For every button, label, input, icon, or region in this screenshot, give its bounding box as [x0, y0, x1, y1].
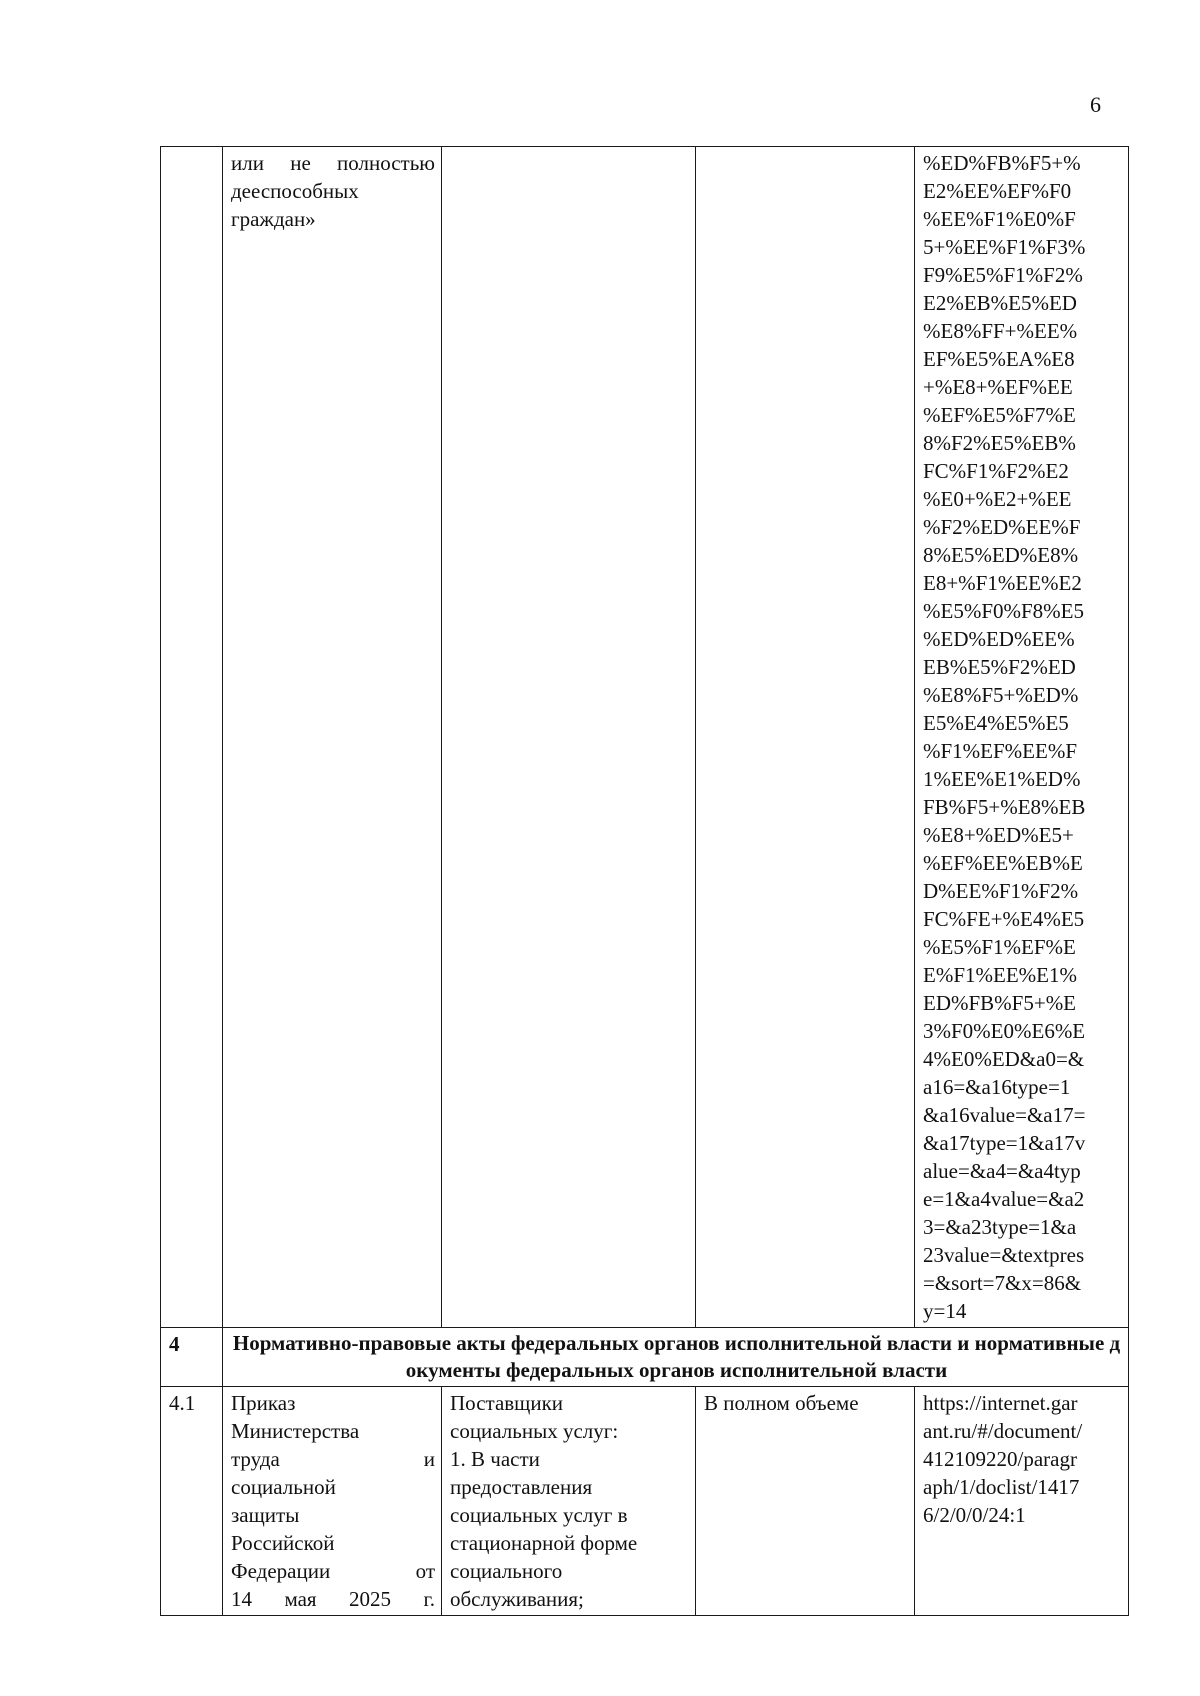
url-line: %E8%F5+%ED% [923, 683, 1079, 707]
url-line: +%E8+%EF%EE [923, 375, 1073, 399]
url-line: %E8+%ED%E5+ [923, 823, 1074, 847]
url-line: F9%E5%F1%F2% [923, 263, 1083, 287]
section-title: Нормативно-правовые акты федеральных органов исполнительной власти и нормативные документы федеральных органов исполнительной власти [223, 1328, 1129, 1387]
url-line: D%EE%F1%F2% [923, 879, 1079, 903]
url-line: %EF%E5%F7%E [923, 403, 1076, 427]
subjects-line: 1. В части [450, 1447, 540, 1471]
url-line: E5%E4%E5%E5 [923, 711, 1069, 735]
url-line: %ED%ED%EE% [923, 627, 1075, 651]
url-line: %E8%FF+%EE% [923, 319, 1078, 343]
act-name-line: Российской [231, 1531, 335, 1555]
act-name-line: Министерства [231, 1419, 360, 1443]
url-line: 5+%EE%F1%F3% [923, 235, 1086, 259]
url-line: EF%E5%EA%E8 [923, 347, 1075, 371]
act-name-line: граждан» [231, 207, 316, 231]
cell-url [915, 147, 1129, 1328]
act-name-line: Приказ [231, 1391, 296, 1415]
cell-url [915, 1387, 1129, 1616]
table-row-continuation [161, 147, 1129, 1328]
subjects-line: стационарной форме [450, 1531, 638, 1555]
url-line: FB%F5+%E8%EB [923, 795, 1086, 819]
url-line: 8%F2%E5%EB% [923, 431, 1076, 455]
url-line: =&sort=7&x=86& [923, 1271, 1082, 1295]
cell-act-name [223, 1387, 442, 1616]
subjects-line: социального [450, 1559, 563, 1583]
act-name-line: социальной [231, 1475, 336, 1499]
act-name-line: труда и [231, 1447, 435, 1471]
cell-act-name [223, 147, 442, 1328]
url-line: %F2%ED%EE%F [923, 515, 1081, 539]
url-line: 412109220/paragr [923, 1447, 1077, 1471]
subjects-line: Поставщики [450, 1391, 564, 1415]
url-line: https://internet.gar [923, 1391, 1078, 1415]
url-line: a16=&a16type=1 [923, 1075, 1071, 1099]
url-line: ant.ru/#/document/ [923, 1419, 1083, 1443]
act-name-line: или не полностью [231, 151, 435, 175]
subjects-line: социальных услуг: [450, 1419, 619, 1443]
act-name-line: Федерации от [231, 1559, 435, 1583]
subjects-line: обслуживания; [450, 1587, 584, 1611]
subjects-line: социальных услуг в [450, 1503, 628, 1527]
act-name-line: дееспособных [231, 179, 359, 203]
act-name-line: 14 мая 2025 г. [231, 1587, 435, 1611]
url-line: e=1&a4value=&a2 [923, 1187, 1085, 1211]
url-line: %EF%EE%EB%E [923, 851, 1083, 875]
table-row-4-1 [161, 1387, 1129, 1616]
url-line: %E0+%E2+%EE [923, 487, 1072, 511]
url-line: y=14 [923, 1299, 967, 1323]
cell-section-num: 4 [161, 1328, 223, 1387]
cell-num: 4.1 [161, 1387, 223, 1616]
url-line: &a16value=&a17= [923, 1103, 1086, 1127]
cell-scope: В полном объеме [696, 1387, 915, 1616]
url-line: E8+%F1%EE%E2 [923, 571, 1082, 595]
url-line: 4%E0%ED&a0=& [923, 1047, 1085, 1071]
cell-subjects [442, 147, 696, 1328]
url-line: %E5%F0%F8%E5 [923, 599, 1084, 623]
cell-num [161, 147, 223, 1328]
url-line: E2%EE%EF%F0 [923, 179, 1072, 203]
cell-subjects [442, 1387, 696, 1616]
url-line: 3%F0%E0%E6%E [923, 1019, 1086, 1043]
url-line: %E5%F1%EF%E [923, 935, 1076, 959]
url-line: &a17type=1&a17v [923, 1131, 1086, 1155]
url-line: EB%E5%F2%ED [923, 655, 1076, 679]
cell-scope [696, 147, 915, 1328]
url-line: 6/2/0/0/24:1 [923, 1503, 1026, 1527]
url-line: E%F1%EE%E1% [923, 963, 1077, 987]
url-line: alue=&a4=&a4typ [923, 1159, 1081, 1183]
url-line: %F1%EF%EE%F [923, 739, 1077, 763]
url-line: %EE%F1%E0%F [923, 207, 1076, 231]
url-line: ED%FB%F5+%E [923, 991, 1077, 1015]
url-line: FC%FE+%E4%E5 [923, 907, 1085, 931]
url-line: 8%E5%ED%E8% [923, 543, 1079, 567]
requirements-table [160, 146, 1129, 1616]
table-row-section-header [161, 1328, 1129, 1387]
url-line: 1%EE%E1%ED% [923, 767, 1081, 791]
subjects-line: предоставления [450, 1475, 593, 1499]
url-line: 23value=&textpres [923, 1243, 1085, 1267]
page-number: 6 [1090, 92, 1101, 117]
url-line: aph/1/doclist/1417 [923, 1475, 1080, 1499]
url-line: E2%EB%E5%ED [923, 291, 1077, 315]
act-name-line: защиты [231, 1503, 300, 1527]
url-line: %ED%FB%F5+% [923, 151, 1081, 175]
url-line: FC%F1%F2%E2 [923, 459, 1069, 483]
url-line: 3=&a23type=1&a [923, 1215, 1077, 1239]
